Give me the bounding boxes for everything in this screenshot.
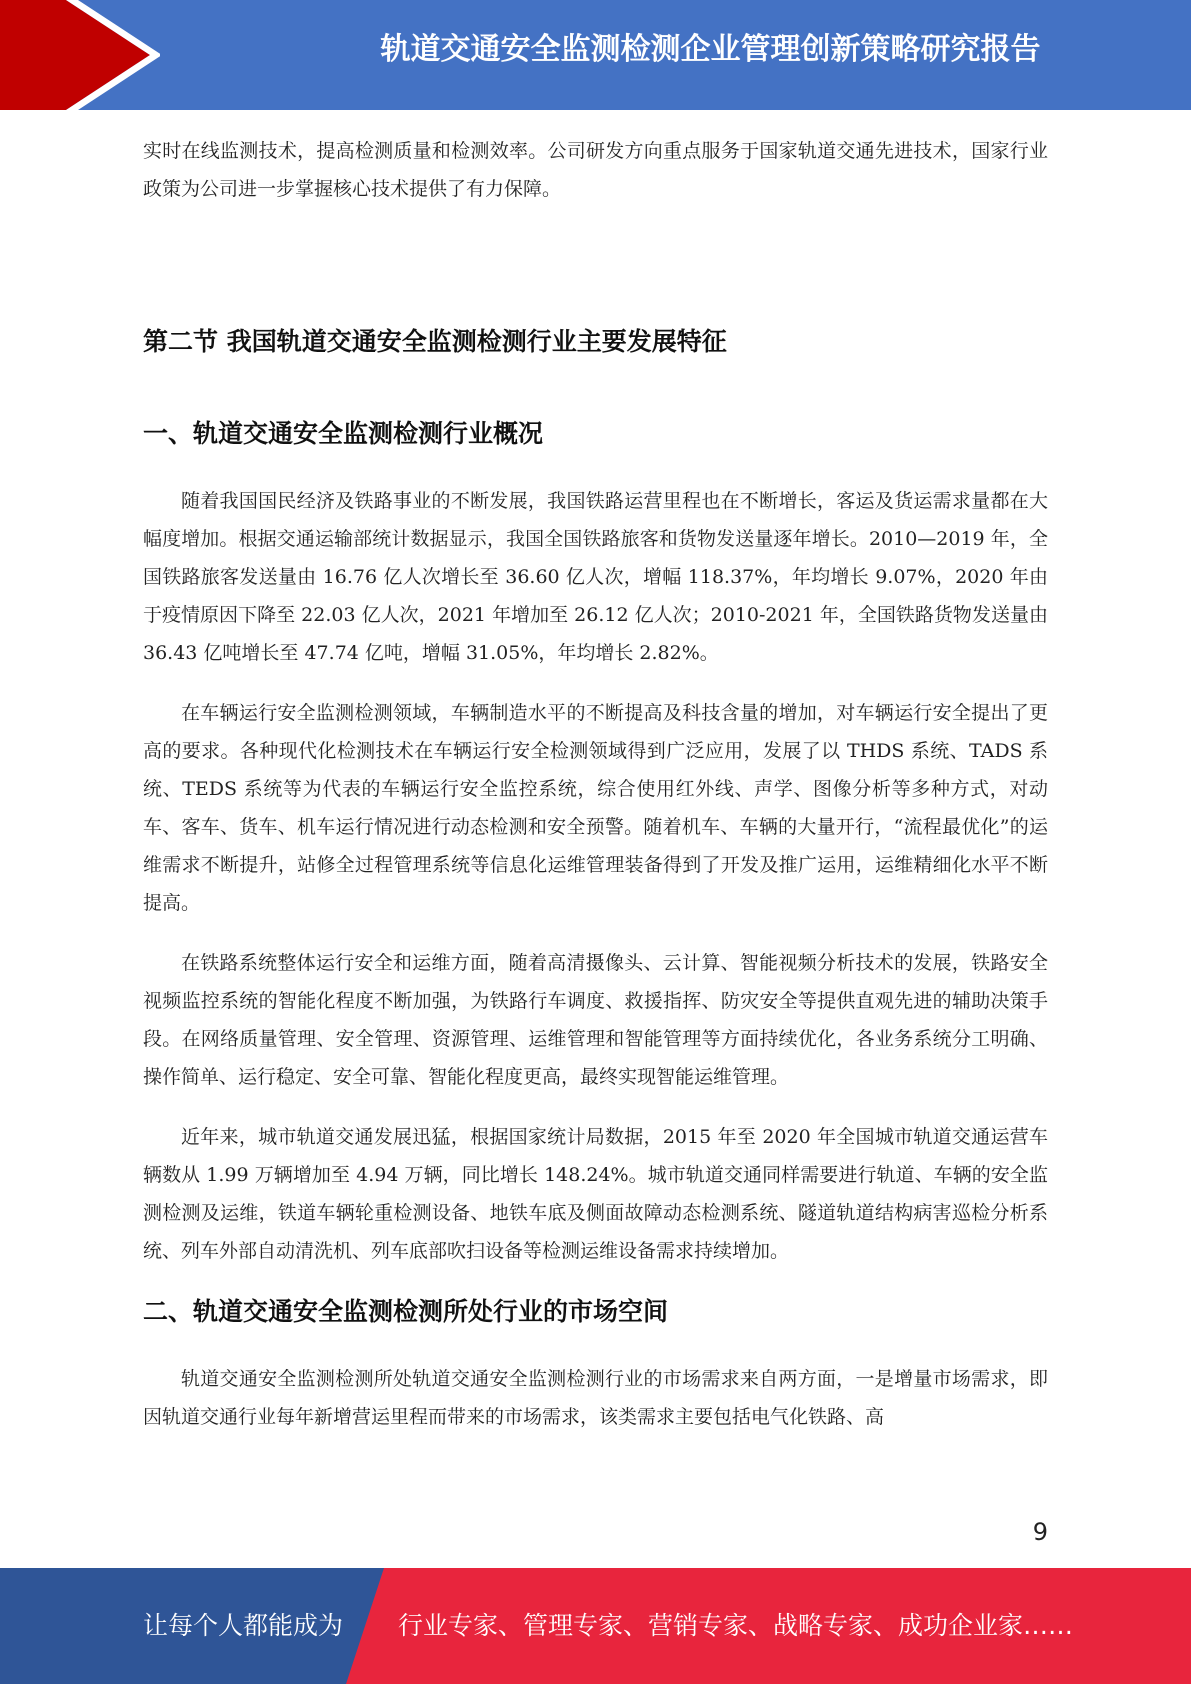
document-body (143, 132, 1048, 1436)
report-title: 轨道交通安全监测检测企业管理创新策略研究报告 (380, 32, 1041, 67)
paragraph-urban-rail: 近年来，城市轨道交通发展迅猛，根据国家统计局数据，2015 年至 2020 年全国城市轨道交通运营车辆数从 1.99 万辆增加至 4.94 万辆，同比增长 148.24%。城市轨道交通同样需要进行轨道、车辆的安全监测检测及运维，铁道车辆轮重检测设备、地铁车底及侧面故障动态检测系统、隧道轨道结构病害巡检分析系统、列车外部自动清洗机、列车底部吹扫设备等检测运维设备需求持续增加。 (143, 1126, 1048, 1262)
page-footer (0, 1568, 1191, 1684)
footer-slogan-left: 让每个人都能成为 (143, 1611, 344, 1640)
page-header (0, 0, 1191, 110)
paragraph-operation-maintenance: 在铁路系统整体运行安全和运维方面，随着高清摄像头、云计算、智能视频分析技术的发展，铁路安全视频监控系统的智能化程度不断加强，为铁路行车调度、救援指挥、防灾安全等提供直观先进的辅助决策手段。在网络质量管理、安全管理、资源管理、运维管理和智能管理等方面持续优化，各业务系统分工明确、操作简单、运行稳定、安全可靠、智能化程度更高，最终实现智能运维管理。 (143, 952, 1048, 1088)
paragraph-vehicle-safety: 在车辆运行安全监测检测领域，车辆制造水平的不断提高及科技含量的增加，对车辆运行安全提出了更高的要求。各种现代化检测技术在车辆运行安全检测领域得到广泛应用，发展了以 THDS 系统、TADS 系统、TEDS 系统等为代表的车辆运行安全监控系统，综合使用红外线、声学、图像分析等多种方式，对动车、客车、货车、机车运行情况进行动态检测和安全预警。随着机车、车辆的大量开行，“流程最优化”的运维需求不断提升，站修全过程管理系统等信息化运维管理装备得到了开发及推广运用，运维精细化水平不断提高。 (143, 702, 1048, 914)
intro-paragraph: 实时在线监测技术，提高检测质量和检测效率。公司研发方向重点服务于国家轨道交通先进技术，国家行业政策为公司进一步掌握核心技术提供了有力保障。 (143, 140, 1048, 200)
paragraph-market-demand: 轨道交通安全监测检测所处轨道交通安全监测检测行业的市场需求来自两方面，一是增量市场需求，即因轨道交通行业每年新增营运里程而带来的市场需求，该类需求主要包括电气化铁路、高 (143, 1368, 1048, 1428)
subsection-title-2: 二、轨道交通安全监测检测所处行业的市场空间 (143, 1297, 669, 1326)
header-arrow-icon (0, 0, 160, 110)
paragraph-railway-volume: 随着我国国民经济及铁路事业的不断发展，我国铁路运营里程也在不断增长，客运及货运需求量都在大幅度增加。根据交通运输部统计数据显示，我国全国铁路旅客和货物发送量逐年增长。2010—2019 年，全国铁路旅客发送量由 16.76 亿人次增长至 36.60 亿人次，增幅 118.37%，年均增长 9.07%，2020 年由于疫情原因下降至 22.03 亿人次，2021 年增加至 26.12 亿人次；2010-2021 年，全国铁路货物发送量由 36.43 亿吨增长至 47.74 亿吨，增幅 31.05%，年均增长 2.82%。 (143, 490, 1048, 664)
section-title: 第二节 我国轨道交通安全监测检测行业主要发展特征 (143, 327, 727, 356)
subsection-title-1: 一、轨道交通安全监测检测行业概况 (143, 419, 544, 448)
footer-slogan-right: 行业专家、管理专家、营销专家、战略专家、成功企业家…… (398, 1611, 1074, 1640)
page-number: 9 (1032, 1518, 1048, 1546)
